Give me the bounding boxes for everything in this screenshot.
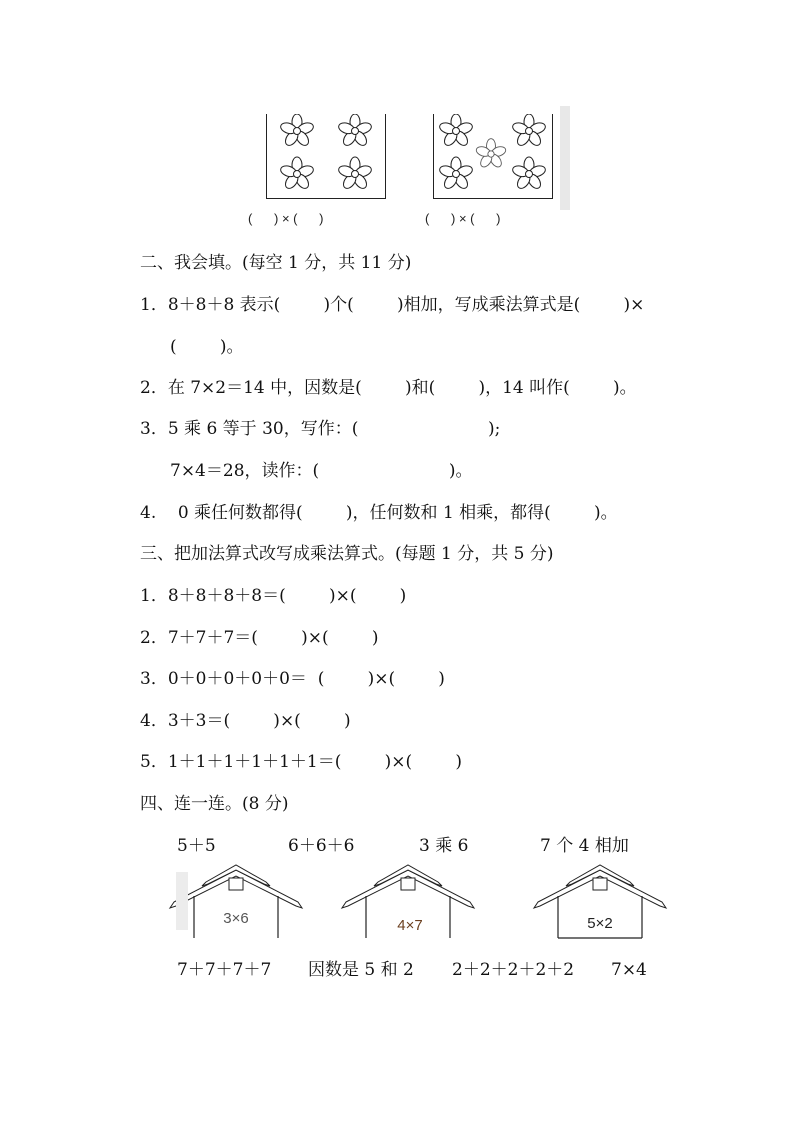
faded-flower-icon	[475, 139, 507, 169]
flower-caption-left: ( ) × ( )	[248, 211, 324, 226]
flower-box-right	[433, 114, 553, 199]
houses-illustration	[0, 860, 793, 950]
flower-icon	[438, 157, 473, 191]
flower-group-left	[267, 114, 385, 198]
flower-icon	[279, 114, 314, 148]
s3-item-5: 5．1＋1＋1＋1＋1＋1＝( )×( )	[140, 752, 462, 772]
s3-item-3: 3．0＋0＋0＋0＋0＝ ( )×( )	[140, 669, 445, 689]
flower-box-left	[266, 114, 386, 199]
top-item-2: 6＋6＋6	[288, 836, 355, 856]
flower-icon	[337, 157, 372, 191]
flower-icon	[511, 157, 546, 191]
flower-icon	[438, 114, 473, 148]
scan-edge-mark	[176, 872, 188, 930]
q2: 2．在 7×2＝14 中，因数是( )和( )，14 叫作( )。	[140, 378, 637, 398]
house-label-2: 4×7	[397, 917, 423, 934]
s3-item-4: 4．3＋3＝( )×( )	[140, 711, 351, 731]
q4: 4. 0 乘任何数都得( )，任何数和 1 相乘，都得( )。	[140, 503, 618, 523]
s3-item-1: 1．8＋8＋8＋8＝( )×( )	[140, 586, 407, 606]
flower-icon	[337, 114, 372, 148]
flower-icon	[511, 114, 546, 148]
q3-line2: 7×4＝28，读作：( )。	[170, 461, 473, 481]
bottom-item-2: 因数是 5 和 2	[308, 960, 414, 980]
q1-line1: 1．8＋8＋8 表示( )个( )相加，写成乘法算式是( )×	[140, 295, 645, 315]
flower-caption-right: ( ) × ( )	[425, 211, 501, 226]
s3-item-2: 2．7＋7＋7＝( )×( )	[140, 628, 379, 648]
top-item-1: 5＋5	[177, 836, 216, 856]
house-label-1: 3×6	[223, 910, 249, 927]
flower-group-right	[434, 114, 552, 198]
top-item-3: 3 乘 6	[419, 836, 469, 856]
bottom-item-4: 7×4	[611, 960, 647, 980]
house-icon	[170, 865, 302, 938]
scan-edge-mark	[560, 106, 570, 210]
section3-heading: 三、把加法算式改写成乘法算式。(每题 1 分，共 5 分)	[140, 544, 554, 564]
bottom-item-3: 2＋2＋2＋2＋2	[452, 960, 575, 980]
section4-heading: 四、连一连。(8 分)	[140, 794, 289, 814]
flower-icon	[279, 157, 314, 191]
section2-heading: 二、我会填。(每空 1 分，共 11 分)	[140, 253, 412, 273]
house-label-3: 5×2	[587, 915, 613, 932]
q1-line2: ( )。	[170, 337, 244, 357]
bottom-item-1: 7＋7＋7＋7	[177, 960, 272, 980]
q3-line1: 3．5 乘 6 等于 30，写作：( );	[140, 419, 501, 439]
top-item-4: 7 个 4 相加	[540, 836, 629, 856]
